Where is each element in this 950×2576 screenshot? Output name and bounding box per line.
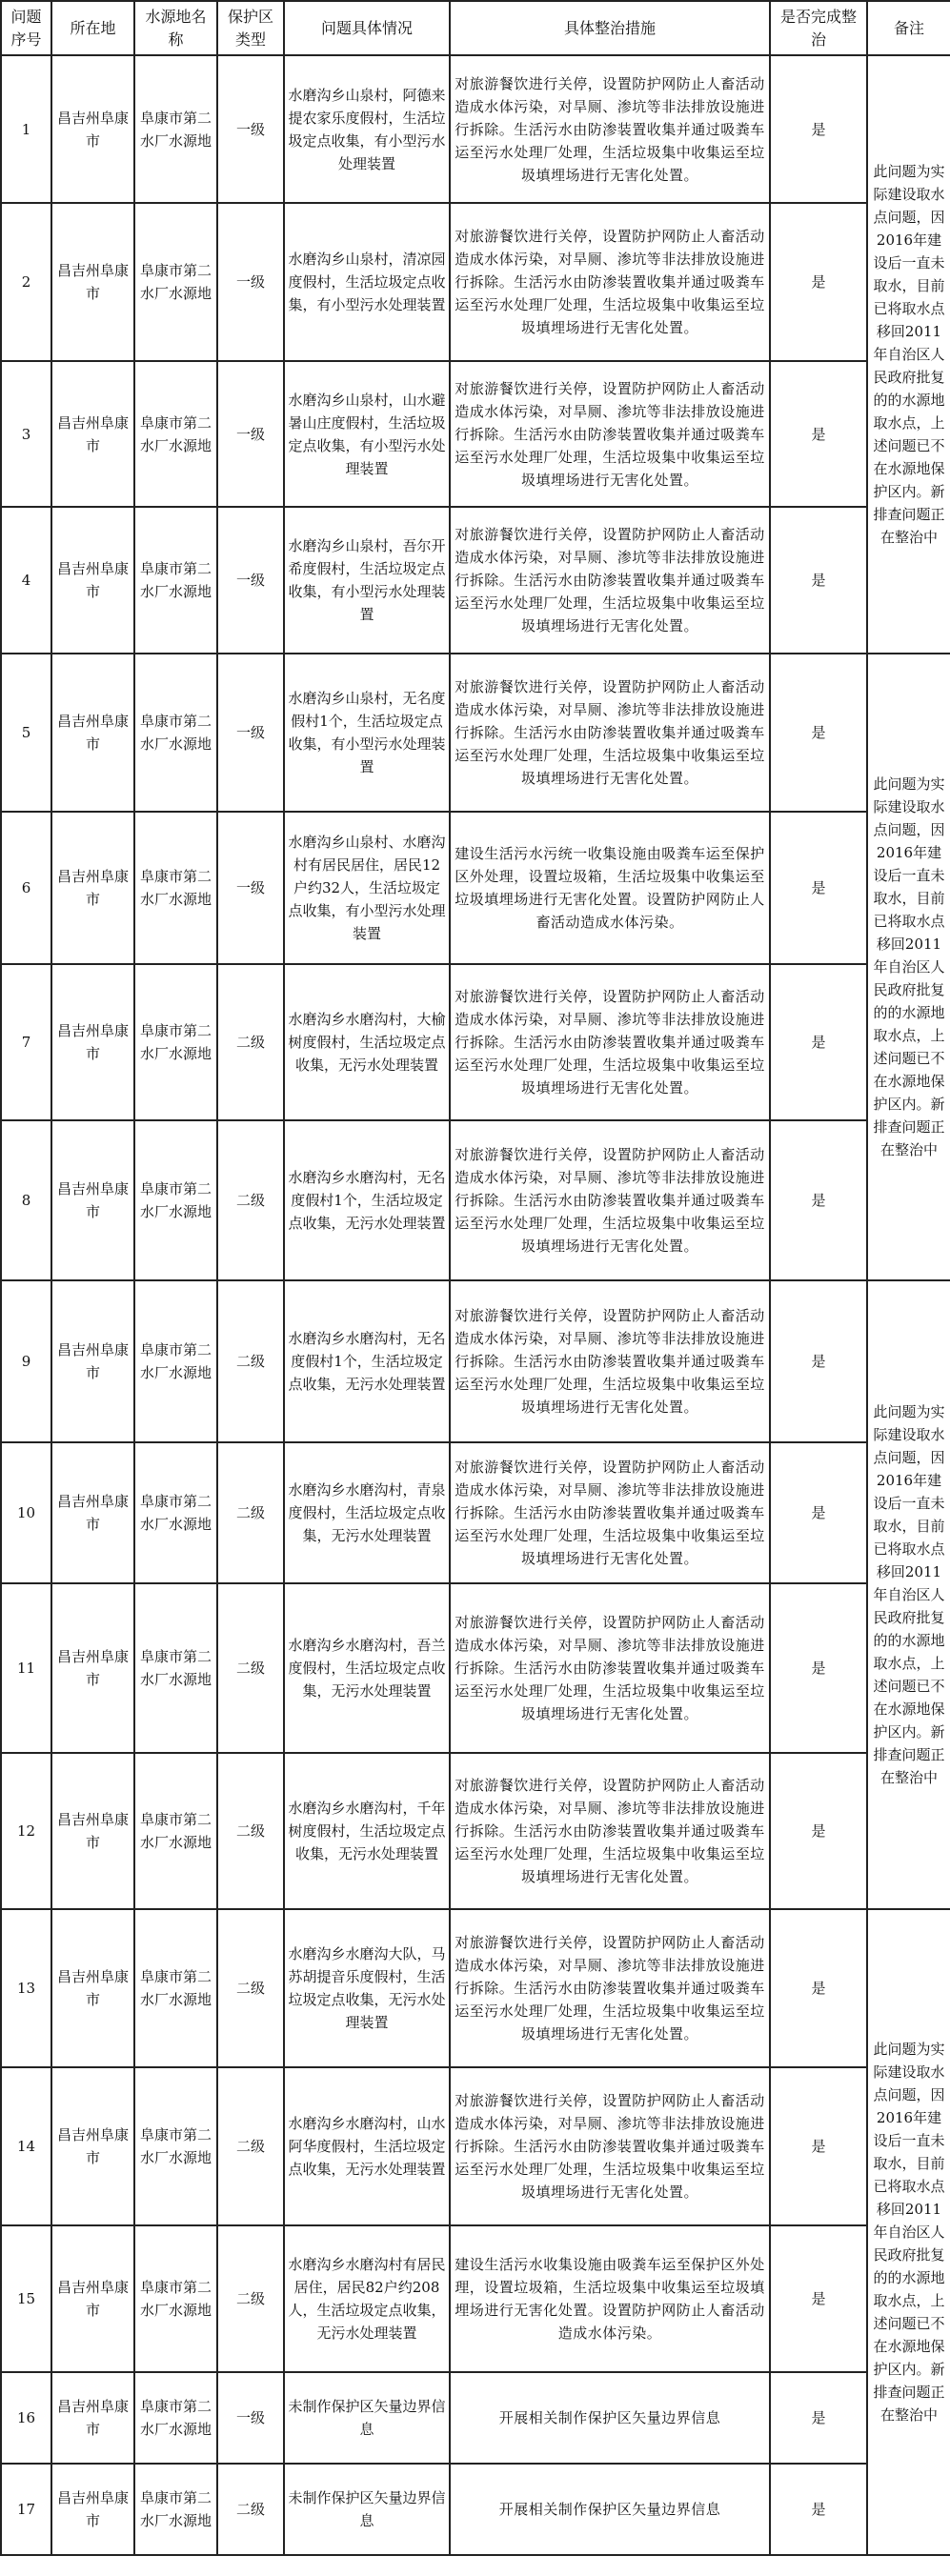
cell-problem: 未制作保护区矢量边界信息 bbox=[284, 2372, 450, 2464]
table-row bbox=[1, 2067, 950, 2225]
cell-no: 16 bbox=[1, 2372, 51, 2464]
cell-location: 昌吉州阜康市 bbox=[51, 1442, 134, 1583]
cell-done: 是 bbox=[770, 1583, 867, 1753]
cell-source: 阜康市第二水厂水源地 bbox=[134, 1909, 217, 2067]
table-row bbox=[1, 1909, 950, 2067]
cell-source: 阜康市第二水厂水源地 bbox=[134, 1583, 217, 1753]
cell-source: 阜康市第二水厂水源地 bbox=[134, 812, 217, 964]
cell-done: 是 bbox=[770, 2225, 867, 2372]
cell-done: 是 bbox=[770, 1280, 867, 1442]
table-row bbox=[1, 1583, 950, 1753]
table-row bbox=[1, 1442, 950, 1583]
cell-no: 10 bbox=[1, 1442, 51, 1583]
header-level: 保护区类型 bbox=[217, 1, 284, 55]
cell-level: 一级 bbox=[217, 654, 284, 812]
cell-source: 阜康市第二水厂水源地 bbox=[134, 55, 217, 203]
cell-done: 是 bbox=[770, 1909, 867, 2067]
table-row bbox=[1, 203, 950, 361]
header-location: 所在地 bbox=[51, 1, 134, 55]
cell-level: 二级 bbox=[217, 1442, 284, 1583]
cell-measure: 对旅游餐饮进行关停，设置防护网防止人畜活动造成水体污染，对旱厕、渗坑等非法排放设施进行拆除。生活污水由防渗装置收集并通过吸粪车运至污水处理厂处理，生活垃圾集中收集运至垃圾填埋场进行无害化处置。 bbox=[450, 1753, 770, 1909]
cell-no: 3 bbox=[1, 361, 51, 507]
cell-no: 12 bbox=[1, 1753, 51, 1909]
cell-problem: 未制作保护区矢量边界信息 bbox=[284, 2464, 450, 2555]
cell-done: 是 bbox=[770, 1120, 867, 1280]
header-problem: 问题具体情况 bbox=[284, 1, 450, 55]
header-row bbox=[1, 1, 950, 55]
header-no: 问题序号 bbox=[1, 1, 51, 55]
cell-level: 二级 bbox=[217, 2464, 284, 2555]
cell-measure: 对旅游餐饮进行关停，设置防护网防止人畜活动造成水体污染，对旱厕、渗坑等非法排放设施进行拆除。生活污水由防渗装置收集并通过吸粪车运至污水处理厂处理，生活垃圾集中收集运至垃圾填埋场进行无害化处置。 bbox=[450, 2067, 770, 2225]
cell-no: 9 bbox=[1, 1280, 51, 1442]
cell-no: 15 bbox=[1, 2225, 51, 2372]
cell-problem: 水磨沟乡山泉村，无名度假村1个，生活垃圾定点收集，有小型污水处理装置 bbox=[284, 654, 450, 812]
cell-no: 17 bbox=[1, 2464, 51, 2555]
cell-level: 二级 bbox=[217, 1909, 284, 2067]
cell-done: 是 bbox=[770, 2372, 867, 2464]
cell-measure: 建设生活污水收集设施由吸粪车运至保护区外处理，设置垃圾箱，生活垃圾集中收集运至垃圾填埋场进行无害化处置。设置防护网防止人畜活动造成水体污染。 bbox=[450, 2225, 770, 2372]
cell-measure: 建设生活污水污统一收集设施由吸粪车运至保护区外处理，设置垃圾箱，生活垃圾集中收集运至垃圾填埋场进行无害化处置。设置防护网防止人畜活动造成水体污染。 bbox=[450, 812, 770, 964]
cell-measure: 对旅游餐饮进行关停，设置防护网防止人畜活动造成水体污染，对旱厕、渗坑等非法排放设施进行拆除。生活污水由防渗装置收集并通过吸粪车运至污水处理厂处理，生活垃圾集中收集运至垃圾填埋场进行无害化处置。 bbox=[450, 964, 770, 1120]
cell-location: 昌吉州阜康市 bbox=[51, 1753, 134, 1909]
cell-location: 昌吉州阜康市 bbox=[51, 2372, 134, 2464]
cell-measure: 对旅游餐饮进行关停，设置防护网防止人畜活动造成水体污染，对旱厕、渗坑等非法排放设施进行拆除。生活污水由防渗装置收集并通过吸粪车运至污水处理厂处理，生活垃圾集中收集运至垃圾填埋场进行无害化处置。 bbox=[450, 654, 770, 812]
cell-location: 昌吉州阜康市 bbox=[51, 812, 134, 964]
cell-location: 昌吉州阜康市 bbox=[51, 1583, 134, 1753]
cell-level: 二级 bbox=[217, 1583, 284, 1753]
cell-problem: 水磨沟乡山泉村，吾尔开希度假村，生活垃圾定点收集，有小型污水处理装置 bbox=[284, 507, 450, 654]
cell-source: 阜康市第二水厂水源地 bbox=[134, 2372, 217, 2464]
cell-source: 阜康市第二水厂水源地 bbox=[134, 1120, 217, 1280]
header-source: 水源地名称 bbox=[134, 1, 217, 55]
cell-no: 8 bbox=[1, 1120, 51, 1280]
cell-problem: 水磨沟乡水磨沟村，无名度假村1个，生活垃圾定点收集，无污水处理装置 bbox=[284, 1280, 450, 1442]
table-row bbox=[1, 55, 950, 203]
table-row bbox=[1, 1120, 950, 1280]
cell-no: 11 bbox=[1, 1583, 51, 1753]
cell-problem: 水磨沟乡山泉村，清凉园度假村，生活垃圾定点收集，有小型污水处理装置 bbox=[284, 203, 450, 361]
cell-location: 昌吉州阜康市 bbox=[51, 2464, 134, 2555]
cell-no: 5 bbox=[1, 654, 51, 812]
cell-location: 昌吉州阜康市 bbox=[51, 2067, 134, 2225]
cell-level: 一级 bbox=[217, 203, 284, 361]
cell-problem: 水磨沟乡山泉村，山水避暑山庄度假村，生活垃圾定点收集，有小型污水处理装置 bbox=[284, 361, 450, 507]
cell-level: 一级 bbox=[217, 55, 284, 203]
cell-note: 此问题为实际建设取水点问题，因2016年建设后一直未取水，目前已将取水点移回2011年自治区人民政府批复的的水源地取水点，上述问题已不在水源地保护区内。新排查问题正在整治中 bbox=[867, 1909, 950, 2555]
table-row bbox=[1, 1280, 950, 1442]
cell-no: 7 bbox=[1, 964, 51, 1120]
cell-measure: 对旅游餐饮进行关停，设置防护网防止人畜活动造成水体污染，对旱厕、渗坑等非法排放设施进行拆除。生活污水由防渗装置收集并通过吸粪车运至污水处理厂处理，生活垃圾集中收集运至垃圾填埋场进行无害化处置。 bbox=[450, 1280, 770, 1442]
table-row bbox=[1, 2225, 950, 2372]
table-row bbox=[1, 812, 950, 964]
cell-source: 阜康市第二水厂水源地 bbox=[134, 1280, 217, 1442]
cell-measure: 开展相关制作保护区矢量边界信息 bbox=[450, 2372, 770, 2464]
cell-done: 是 bbox=[770, 812, 867, 964]
cell-location: 昌吉州阜康市 bbox=[51, 2225, 134, 2372]
cell-note: 此问题为实际建设取水点问题，因2016年建设后一直未取水，目前已将取水点移回2011年自治区人民政府批复的的水源地取水点，上述问题已不在水源地保护区内。新排查问题正在整治中 bbox=[867, 55, 950, 654]
cell-measure: 对旅游餐饮进行关停，设置防护网防止人畜活动造成水体污染，对旱厕、渗坑等非法排放设施进行拆除。生活污水由防渗装置收集并通过吸粪车运至污水处理厂处理，生活垃圾集中收集运至垃圾填埋场进行无害化处置。 bbox=[450, 361, 770, 507]
cell-problem: 水磨沟乡水磨沟村，山水阿华度假村，生活垃圾定点收集，无污水处理装置 bbox=[284, 2067, 450, 2225]
table-row bbox=[1, 361, 950, 507]
cell-problem: 水磨沟乡水磨沟村，青泉度假村，生活垃圾定点收集，无污水处理装置 bbox=[284, 1442, 450, 1583]
cell-source: 阜康市第二水厂水源地 bbox=[134, 964, 217, 1120]
cell-source: 阜康市第二水厂水源地 bbox=[134, 507, 217, 654]
cell-location: 昌吉州阜康市 bbox=[51, 654, 134, 812]
cell-measure: 对旅游餐饮进行关停，设置防护网防止人畜活动造成水体污染，对旱厕、渗坑等非法排放设施进行拆除。生活污水由防渗装置收集并通过吸粪车运至污水处理厂处理，生活垃圾集中收集运至垃圾填埋场进行无害化处置。 bbox=[450, 1442, 770, 1583]
cell-problem: 水磨沟乡水磨沟大队，马苏胡提音乐度假村，生活垃圾定点收集，无污水处理装置 bbox=[284, 1909, 450, 2067]
cell-level: 二级 bbox=[217, 1280, 284, 1442]
cell-measure: 对旅游餐饮进行关停，设置防护网防止人畜活动造成水体污染，对旱厕、渗坑等非法排放设施进行拆除。生活污水由防渗装置收集并通过吸粪车运至污水处理厂处理，生活垃圾集中收集运至垃圾填埋场进行无害化处置。 bbox=[450, 1120, 770, 1280]
table-row bbox=[1, 964, 950, 1120]
cell-done: 是 bbox=[770, 964, 867, 1120]
cell-source: 阜康市第二水厂水源地 bbox=[134, 2067, 217, 2225]
table-row bbox=[1, 2464, 950, 2555]
cell-level: 一级 bbox=[217, 812, 284, 964]
cell-done: 是 bbox=[770, 361, 867, 507]
cell-problem: 水磨沟乡山泉村、水磨沟村有居民居住，居民12户约32人，生活垃圾定点收集，有小型污水处理装置 bbox=[284, 812, 450, 964]
cell-source: 阜康市第二水厂水源地 bbox=[134, 1753, 217, 1909]
cell-source: 阜康市第二水厂水源地 bbox=[134, 1442, 217, 1583]
cell-location: 昌吉州阜康市 bbox=[51, 1909, 134, 2067]
table-row bbox=[1, 654, 950, 812]
cell-measure: 对旅游餐饮进行关停，设置防护网防止人畜活动造成水体污染，对旱厕、渗坑等非法排放设施进行拆除。生活污水由防渗装置收集并通过吸粪车运至污水处理厂处理，生活垃圾集中收集运至垃圾填埋场进行无害化处置。 bbox=[450, 203, 770, 361]
cell-level: 二级 bbox=[217, 964, 284, 1120]
cell-problem: 水磨沟乡水磨沟村，无名度假村1个，生活垃圾定点收集，无污水处理装置 bbox=[284, 1120, 450, 1280]
cell-location: 昌吉州阜康市 bbox=[51, 507, 134, 654]
cell-done: 是 bbox=[770, 1442, 867, 1583]
cell-location: 昌吉州阜康市 bbox=[51, 1280, 134, 1442]
cell-no: 1 bbox=[1, 55, 51, 203]
cell-done: 是 bbox=[770, 507, 867, 654]
cell-level: 二级 bbox=[217, 1120, 284, 1280]
cell-no: 6 bbox=[1, 812, 51, 964]
cell-location: 昌吉州阜康市 bbox=[51, 1120, 134, 1280]
cell-done: 是 bbox=[770, 55, 867, 203]
cell-note: 此问题为实际建设取水点问题，因2016年建设后一直未取水，目前已将取水点移回2011年自治区人民政府批复的的水源地取水点，上述问题已不在水源地保护区内。新排查问题正在整治中 bbox=[867, 654, 950, 1280]
cell-level: 二级 bbox=[217, 1753, 284, 1909]
cell-problem: 水磨沟乡水磨沟村，千年树度假村，生活垃圾定点收集，无污水处理装置 bbox=[284, 1753, 450, 1909]
cell-location: 昌吉州阜康市 bbox=[51, 361, 134, 507]
cell-source: 阜康市第二水厂水源地 bbox=[134, 361, 217, 507]
cell-source: 阜康市第二水厂水源地 bbox=[134, 2464, 217, 2555]
cell-problem: 水磨沟乡水磨沟村有居民居住，居民82户约208人，生活垃圾定点收集，无污水处理装置 bbox=[284, 2225, 450, 2372]
cell-measure: 开展相关制作保护区矢量边界信息 bbox=[450, 2464, 770, 2555]
header-done: 是否完成整治 bbox=[770, 1, 867, 55]
cell-no: 13 bbox=[1, 1909, 51, 2067]
cell-level: 一级 bbox=[217, 2372, 284, 2464]
cell-no: 2 bbox=[1, 203, 51, 361]
table-row bbox=[1, 1753, 950, 1909]
table-row bbox=[1, 507, 950, 654]
cell-location: 昌吉州阜康市 bbox=[51, 203, 134, 361]
cell-done: 是 bbox=[770, 2464, 867, 2555]
header-measure: 具体整治措施 bbox=[450, 1, 770, 55]
cell-no: 4 bbox=[1, 507, 51, 654]
cell-level: 一级 bbox=[217, 361, 284, 507]
cell-measure: 对旅游餐饮进行关停，设置防护网防止人畜活动造成水体污染，对旱厕、渗坑等非法排放设施进行拆除。生活污水由防渗装置收集并通过吸粪车运至污水处理厂处理，生活垃圾集中收集运至垃圾填埋场进行无害化处置。 bbox=[450, 1909, 770, 2067]
cell-source: 阜康市第二水厂水源地 bbox=[134, 203, 217, 361]
cell-note: 此问题为实际建设取水点问题，因2016年建设后一直未取水，目前已将取水点移回2011年自治区人民政府批复的的水源地取水点，上述问题已不在水源地保护区内。新排查问题正在整治中 bbox=[867, 1280, 950, 1909]
cell-level: 一级 bbox=[217, 507, 284, 654]
cell-problem: 水磨沟乡山泉村，阿德来提农家乐度假村，生活垃圾定点收集，有小型污水处理装置 bbox=[284, 55, 450, 203]
cell-done: 是 bbox=[770, 654, 867, 812]
cell-done: 是 bbox=[770, 2067, 867, 2225]
table-row bbox=[1, 2372, 950, 2464]
cell-measure: 对旅游餐饮进行关停，设置防护网防止人畜活动造成水体污染，对旱厕、渗坑等非法排放设施进行拆除。生活污水由防渗装置收集并通过吸粪车运至污水处理厂处理，生活垃圾集中收集运至垃圾填埋场进行无害化处置。 bbox=[450, 507, 770, 654]
cell-source: 阜康市第二水厂水源地 bbox=[134, 2225, 217, 2372]
cell-measure: 对旅游餐饮进行关停，设置防护网防止人畜活动造成水体污染，对旱厕、渗坑等非法排放设施进行拆除。生活污水由防渗装置收集并通过吸粪车运至污水处理厂处理，生活垃圾集中收集运至垃圾填埋场进行无害化处置。 bbox=[450, 55, 770, 203]
cell-problem: 水磨沟乡水磨沟村，大榆树度假村，生活垃圾定点收集，无污水处理装置 bbox=[284, 964, 450, 1120]
cell-location: 昌吉州阜康市 bbox=[51, 964, 134, 1120]
cell-problem: 水磨沟乡水磨沟村，吾兰度假村，生活垃圾定点收集，无污水处理装置 bbox=[284, 1583, 450, 1753]
header-note: 备注 bbox=[867, 1, 950, 55]
cell-measure: 对旅游餐饮进行关停，设置防护网防止人畜活动造成水体污染，对旱厕、渗坑等非法排放设施进行拆除。生活污水由防渗装置收集并通过吸粪车运至污水处理厂处理，生活垃圾集中收集运至垃圾填埋场进行无害化处置。 bbox=[450, 1583, 770, 1753]
cell-done: 是 bbox=[770, 203, 867, 361]
cell-no: 14 bbox=[1, 2067, 51, 2225]
cell-source: 阜康市第二水厂水源地 bbox=[134, 654, 217, 812]
cell-level: 二级 bbox=[217, 2067, 284, 2225]
cell-location: 昌吉州阜康市 bbox=[51, 55, 134, 203]
cell-level: 二级 bbox=[217, 2225, 284, 2372]
cell-done: 是 bbox=[770, 1753, 867, 1909]
